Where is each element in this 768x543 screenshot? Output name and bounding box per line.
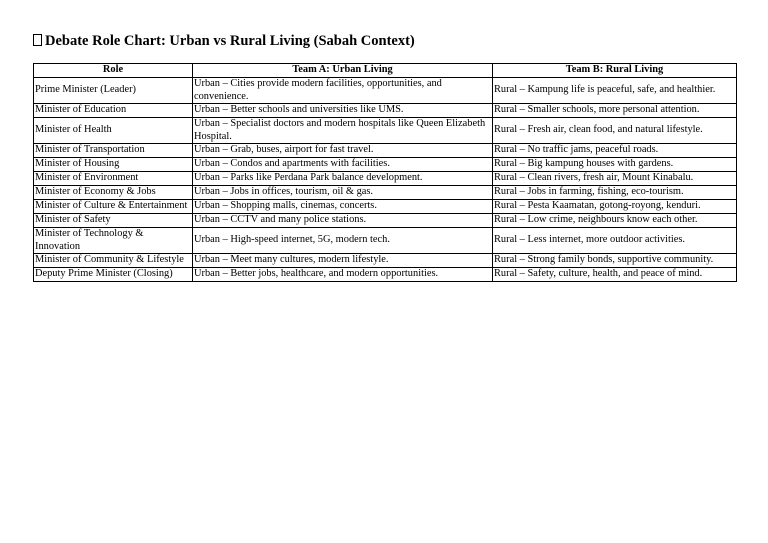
role-cell: Minister of Education (34, 104, 193, 118)
table-row (34, 214, 737, 228)
role-cell: Minister of Technology & Innovation (34, 228, 193, 254)
table-row (34, 78, 737, 104)
urban-cell: Urban – Jobs in offices, tourism, oil & gas. (193, 186, 493, 200)
role-cell: Prime Minister (Leader) (34, 78, 193, 104)
urban-cell: Urban – Better jobs, healthcare, and modern opportunities. (193, 268, 493, 282)
role-cell: Minister of Transportation (34, 144, 193, 158)
document-icon (33, 34, 42, 46)
rural-cell: Rural – Strong family bonds, supportive community. (493, 254, 737, 268)
urban-cell: Urban – Meet many cultures, modern lifestyle. (193, 254, 493, 268)
urban-cell: Urban – CCTV and many police stations. (193, 214, 493, 228)
header-role: Role (34, 64, 193, 78)
role-cell: Deputy Prime Minister (Closing) (34, 268, 193, 282)
table-row (34, 228, 737, 254)
rural-cell: Rural – Big kampung houses with gardens. (493, 158, 737, 172)
table-header-row (34, 64, 737, 78)
urban-cell: Urban – High-speed internet, 5G, modern tech. (193, 228, 493, 254)
table-row (34, 158, 737, 172)
table-row (34, 268, 737, 282)
urban-cell: Urban – Specialist doctors and modern hospitals like Queen Elizabeth Hospital. (193, 118, 493, 144)
rural-cell: Rural – Kampung life is peaceful, safe, and healthier. (493, 78, 737, 104)
rural-cell: Rural – Jobs in farming, fishing, eco-tourism. (493, 186, 737, 200)
rural-cell: Rural – No traffic jams, peaceful roads. (493, 144, 737, 158)
rural-cell: Rural – Clean rivers, fresh air, Mount Kinabalu. (493, 172, 737, 186)
role-cell: Minister of Health (34, 118, 193, 144)
table-row (34, 104, 737, 118)
urban-cell: Urban – Condos and apartments with facilities. (193, 158, 493, 172)
rural-cell: Rural – Low crime, neighbours know each other. (493, 214, 737, 228)
debate-role-table (33, 63, 737, 282)
role-cell: Minister of Housing (34, 158, 193, 172)
table-row (34, 254, 737, 268)
rural-cell: Rural – Smaller schools, more personal attention. (493, 104, 737, 118)
header-team-b: Team B: Rural Living (493, 64, 737, 78)
rural-cell: Rural – Less internet, more outdoor activities. (493, 228, 737, 254)
document-title (33, 32, 415, 50)
header-team-a: Team A: Urban Living (193, 64, 493, 78)
role-cell: Minister of Environment (34, 172, 193, 186)
rural-cell: Rural – Pesta Kaamatan, gotong-royong, kenduri. (493, 200, 737, 214)
table-row (34, 144, 737, 158)
urban-cell: Urban – Cities provide modern facilities, opportunities, and convenience. (193, 78, 493, 104)
urban-cell: Urban – Grab, buses, airport for fast travel. (193, 144, 493, 158)
role-cell: Minister of Economy & Jobs (34, 186, 193, 200)
urban-cell: Urban – Better schools and universities like UMS. (193, 104, 493, 118)
role-cell: Minister of Culture & Entertainment (34, 200, 193, 214)
rural-cell: Rural – Fresh air, clean food, and natural lifestyle. (493, 118, 737, 144)
role-cell: Minister of Community & Lifestyle (34, 254, 193, 268)
document-title-text: Debate Role Chart: Urban vs Rural Living (Sabah Context) (45, 33, 415, 49)
table-row (34, 186, 737, 200)
table-row (34, 172, 737, 186)
role-cell: Minister of Safety (34, 214, 193, 228)
urban-cell: Urban – Parks like Perdana Park balance development. (193, 172, 493, 186)
rural-cell: Rural – Safety, culture, health, and peace of mind. (493, 268, 737, 282)
table-row (34, 200, 737, 214)
urban-cell: Urban – Shopping malls, cinemas, concerts. (193, 200, 493, 214)
table-row (34, 118, 737, 144)
